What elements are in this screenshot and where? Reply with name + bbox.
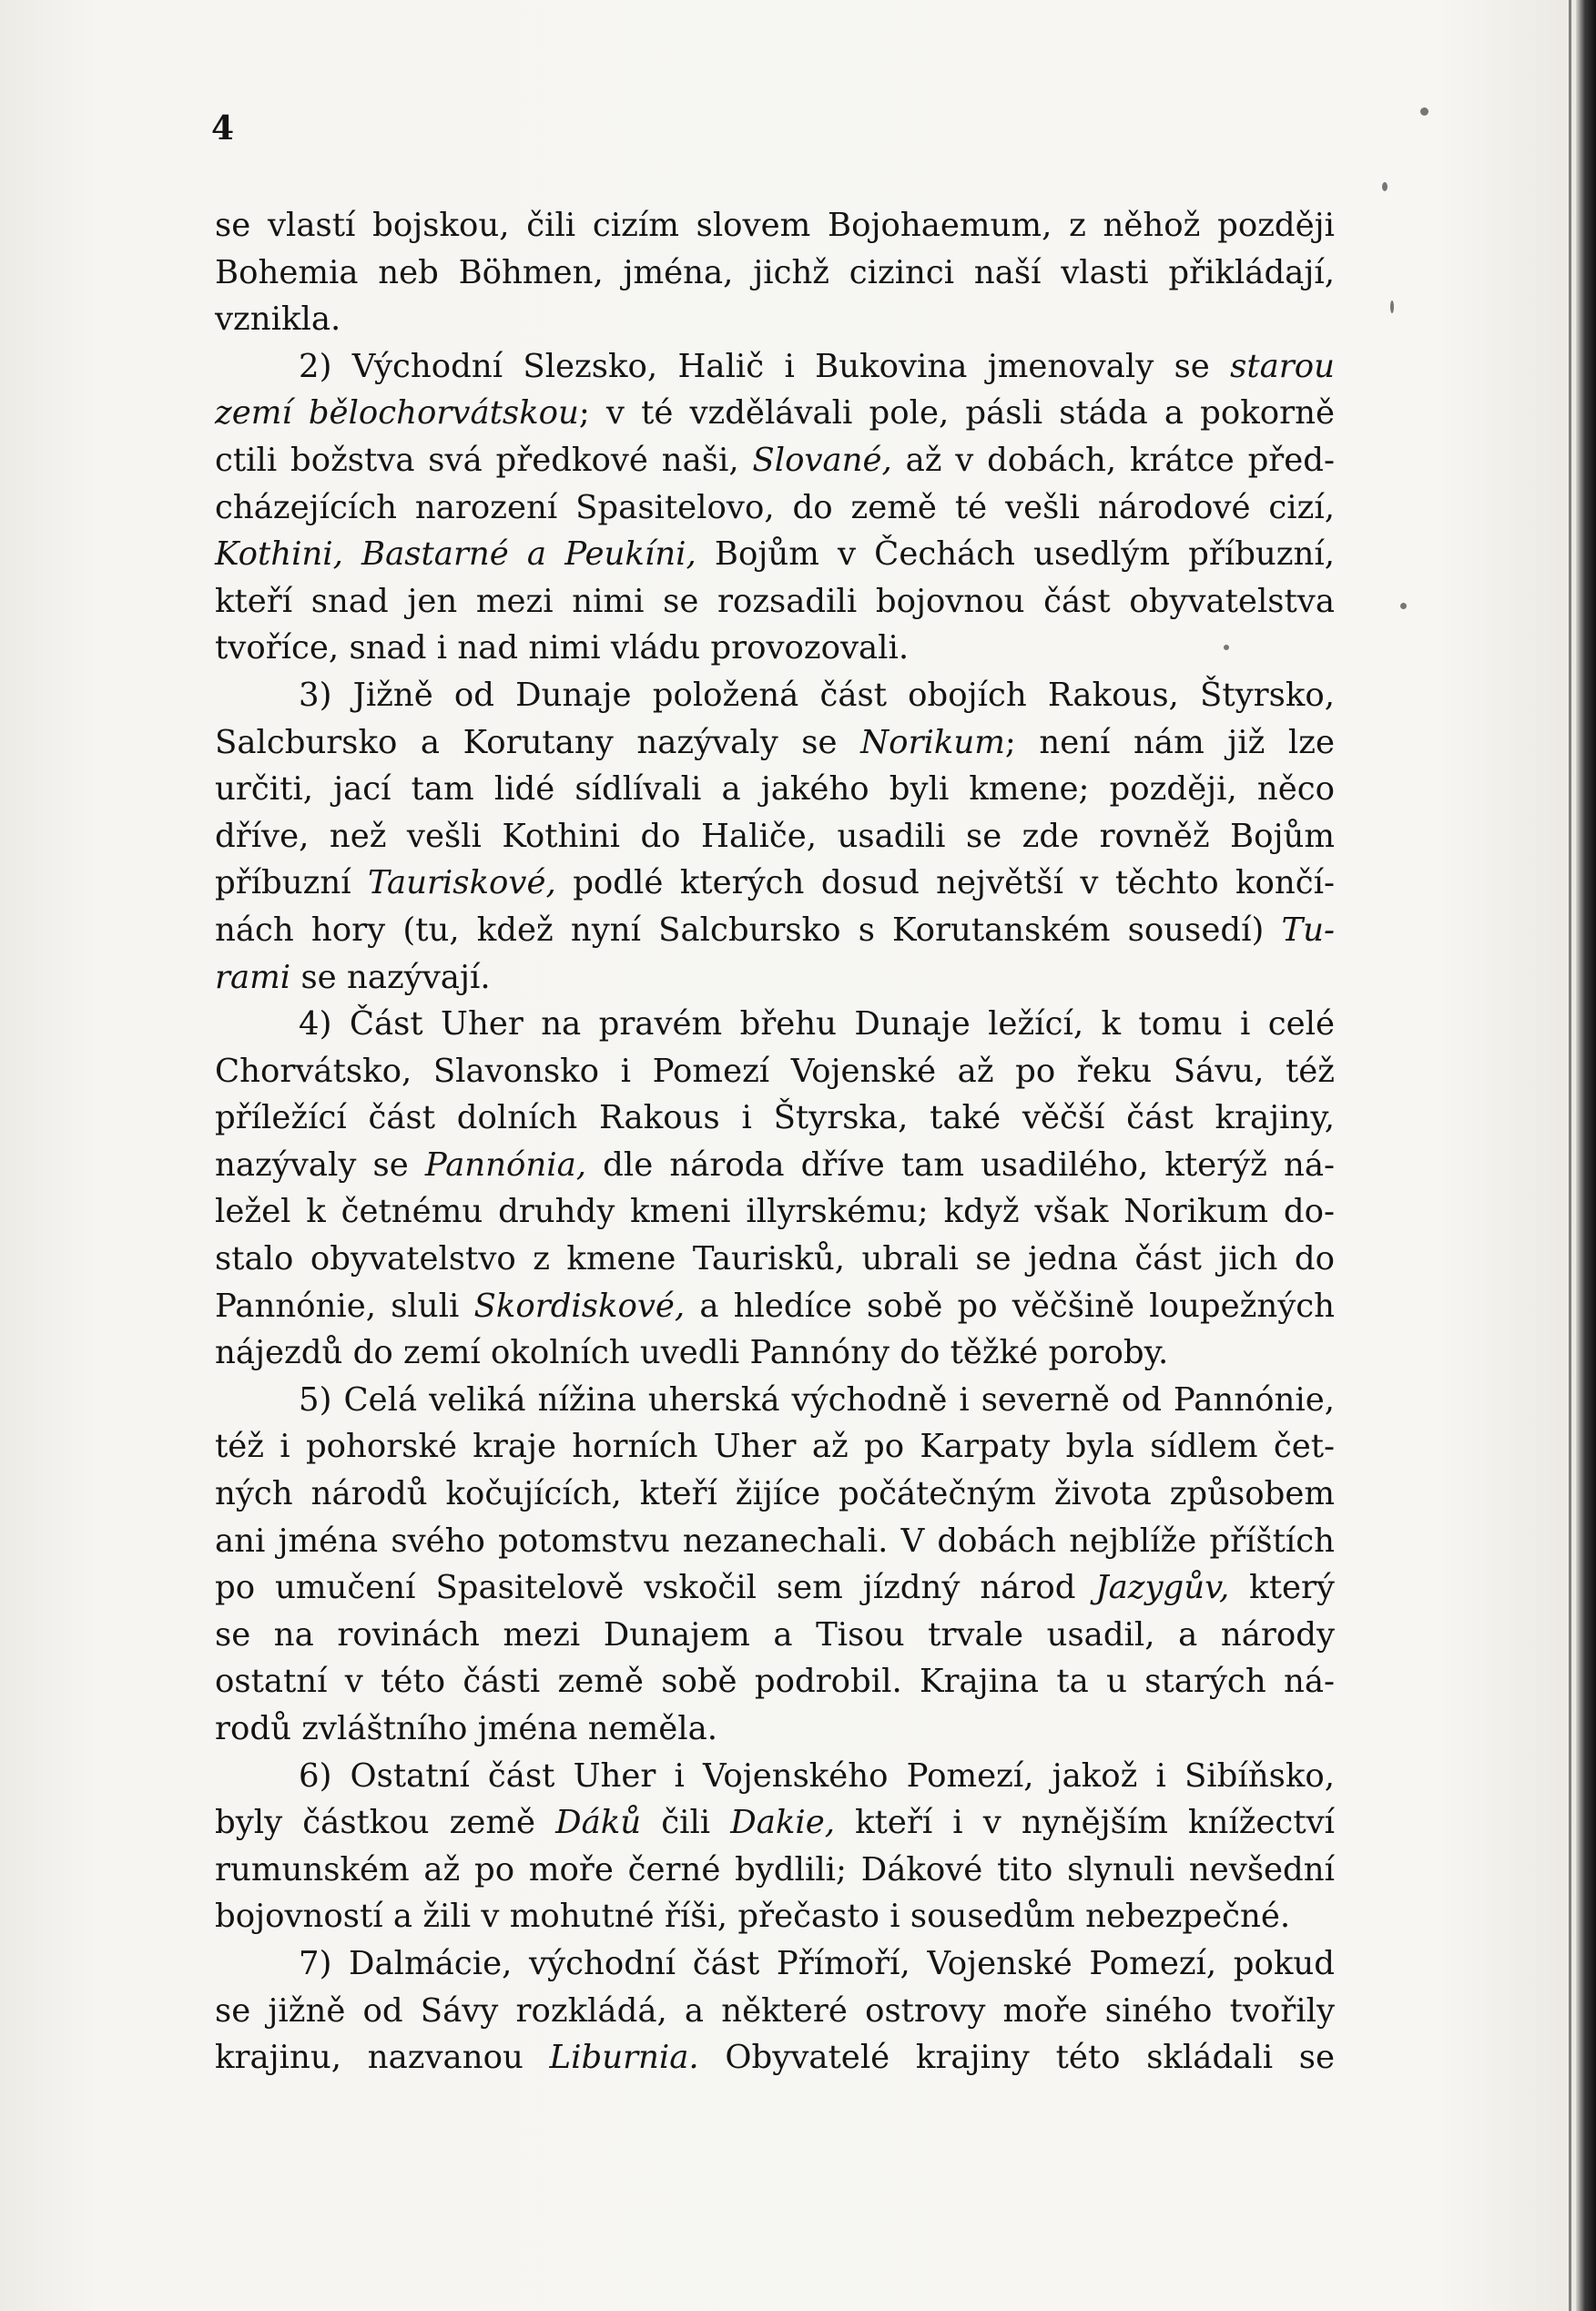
italic-term: Tu- (1281, 911, 1335, 949)
text-segment: podlé kterých dosud největší v těchto končí- (555, 864, 1335, 902)
text-segment: se nazývají. (290, 958, 491, 996)
text-line (215, 1329, 1335, 1377)
text-line (215, 1753, 1335, 1800)
text-line (215, 202, 1335, 249)
text-segment: nazývaly se (215, 1145, 425, 1184)
italic-term: Dáků (555, 1804, 642, 1842)
text-segment: 5) Celá veliká nížina uherská východně i severně od Pannónie, (299, 1380, 1335, 1419)
text-segment: dle národa dříve tam usadilého, kterýž ná- (586, 1145, 1335, 1184)
italic-term: Kothini, Bastarné a Peukíni, (215, 535, 696, 574)
text-segment: kteří snad jen mezi nimi se rozsadili bojovnou část obyvatelstva (215, 582, 1335, 620)
italic-term: Liburnia. (549, 2039, 699, 2077)
italic-term: Skordiskové, (473, 1287, 686, 1325)
text-segment: ostatní v této části země sobě podrobil. Krajina ta u starých ná- (215, 1663, 1335, 1701)
text-segment: který (1229, 1569, 1335, 1607)
scan-speck (1390, 300, 1394, 313)
text-segment: příbuzní (215, 864, 369, 902)
text-segment: se vlastí bojskou, čili cizím slovem Bojohaemum, z něhož později (215, 207, 1335, 244)
text-segment: ani jména svého potomstvu nezanechali. V dobách nejblíže příštích (215, 1522, 1335, 1560)
text-segment: ných národů kočujících, kteří žijíce počátečným života způsobem (215, 1475, 1335, 1513)
text-segment: Obyvatelé krajiny této skládali se (698, 2039, 1336, 2077)
text-segment: ležel k četnému druhdy kmeni illyrskému; když však Norikum do- (215, 1193, 1335, 1231)
text-segment: Bohemia neb Böhmen, jména, jichž cizinci naší vlasti přikládají, (215, 253, 1335, 291)
text-segment: 6) Ostatní část Uher i Vojenského Pomezí, jakož i Sibíňsko, (299, 1756, 1335, 1795)
text-segment: kteří i v nynějším knížectví (835, 1804, 1335, 1842)
text-segment: ctili božstva svá předkové naši, (215, 441, 753, 479)
text-line (215, 1094, 1335, 1142)
text-line (215, 1001, 1335, 1048)
italic-term: Norikum (860, 723, 1005, 761)
text-line (215, 437, 1335, 484)
text-line (215, 1283, 1335, 1330)
italic-term: Pannónia, (424, 1145, 587, 1184)
text-segment: 7) Dalmácie, východní část Přímoří, Vojenské Pomezí, pokud (299, 1944, 1335, 1982)
italic-term: zemí bělochorvátskou (215, 394, 579, 433)
text-line (215, 1423, 1335, 1471)
body-text (215, 202, 1335, 2082)
scan-speck (1420, 107, 1428, 116)
text-segment: byly částkou země (215, 1804, 556, 1842)
text-line (215, 1893, 1335, 1940)
text-segment: stalo obyvatelstvo z kmene Taurisků, ubrali se jedna část jich do (215, 1240, 1335, 1278)
text-line (215, 1564, 1335, 1612)
text-line (215, 1799, 1335, 1847)
text-segment: ; v té vzdělávali pole, pásli stáda a pokorně (578, 394, 1336, 433)
text-segment: příležící část dolních Rakous i Štyrska, také věčší část krajiny, (215, 1099, 1335, 1137)
text-segment: bojovností a žili v mohutné říši, přečasto i sousedům nebezpečné. (215, 1898, 1291, 1936)
text-segment: dříve, než vešli Kothini do Haliče, usadili se zde rovněž Bojům (215, 817, 1335, 855)
page-binding-edge (1576, 0, 1596, 2311)
italic-term: starou (1230, 347, 1335, 385)
text-line (215, 1236, 1335, 1283)
text-line (215, 484, 1335, 532)
text-line (215, 1705, 1335, 1753)
text-line (215, 1377, 1335, 1424)
italic-term: rami (215, 958, 291, 996)
text-line (215, 296, 1335, 343)
text-line (215, 343, 1335, 391)
text-segment: nájezdů do zemí okolních uvedli Pannóny do těžké poroby. (215, 1334, 1169, 1372)
text-line (215, 954, 1335, 1002)
text-segment: až v dobách, krátce před- (891, 441, 1335, 479)
text-segment: rodů zvláštního jména neměla. (215, 1710, 718, 1747)
text-segment: tvoříce, snad i nad nimi vládu provozovali. (215, 629, 910, 667)
italic-term: Tauriskové, (368, 864, 556, 902)
text-segment: 3) Jižně od Dunaje položená část obojích Rakous, Štyrsko, (299, 676, 1335, 714)
text-line (215, 1847, 1335, 1894)
text-line (215, 1471, 1335, 1518)
text-segment: vznikla. (215, 300, 341, 339)
text-line (215, 1048, 1335, 1095)
text-line (215, 1518, 1335, 1565)
scan-speck (1400, 603, 1407, 609)
text-line (215, 249, 1335, 297)
text-segment: rumunském až po moře černé bydlili; Dákové tito slynuli nevšední (215, 1850, 1335, 1889)
text-segment: se jižně od Sávy rozkládá, a některé ostrovy moře siného tvořily (215, 1991, 1335, 2030)
text-segment: ; není nám již lze (1004, 723, 1335, 761)
text-line (215, 1940, 1335, 1988)
italic-term: Dakie, (730, 1804, 836, 1842)
text-line (215, 2034, 1335, 2082)
text-segment: a hledíce sobě po věčšině loupežných (685, 1287, 1335, 1325)
text-segment: nách hory (tu, kdež nyní Salcbursko s Korutanském sousedí) (215, 911, 1282, 949)
text-segment: též i pohorské kraje horních Uher až po Karpaty byla sídlem čet- (215, 1428, 1335, 1466)
italic-term: Jazygův, (1095, 1569, 1230, 1607)
text-segment: 4) Část Uher na pravém břehu Dunaje ležící, k tomu i celé (299, 1005, 1335, 1044)
text-line (215, 531, 1335, 578)
text-segment: Chorvátsko, Slavonsko i Pomezí Vojenské až po řeku Sávu, též (215, 1052, 1335, 1090)
text-segment: cházejících narození Spasitelovo, do země té vešli národové cizí, (215, 488, 1335, 526)
text-line (215, 1658, 1335, 1705)
text-line (215, 907, 1335, 954)
text-line (215, 1142, 1335, 1189)
text-segment: po umučení Spasitelově vskočil sem jízdný národ (215, 1569, 1096, 1607)
text-segment: Pannónie, sluli (215, 1287, 474, 1325)
text-segment: krajinu, nazvanou (215, 2039, 550, 2077)
text-segment: se na rovinách mezi Dunajem a Tisou trvale usadil, a národy (215, 1615, 1335, 1654)
text-segment: určiti, jací tam lidé sídlívali a jakého byli kmene; později, něco (215, 770, 1335, 809)
text-line (215, 1612, 1335, 1659)
text-segment: Bojům v Čechách usedlým příbuzní, (696, 535, 1335, 574)
text-line (215, 578, 1335, 626)
scan-speck (1382, 182, 1388, 191)
text-line (215, 766, 1335, 813)
text-line (215, 860, 1335, 907)
text-line (215, 813, 1335, 860)
text-line (215, 625, 1335, 672)
text-segment: čili (641, 1804, 731, 1842)
text-line (215, 1188, 1335, 1236)
italic-term: Slované, (752, 441, 892, 479)
text-segment: 2) Východní Slezsko, Halič i Bukovina jmenovaly se (299, 347, 1231, 385)
page-number: 4 (211, 109, 235, 148)
text-line (215, 390, 1335, 437)
text-line (215, 672, 1335, 719)
text-line (215, 1988, 1335, 2035)
text-segment: Salcbursko a Korutany nazývaly se (215, 723, 861, 761)
text-line (215, 719, 1335, 767)
